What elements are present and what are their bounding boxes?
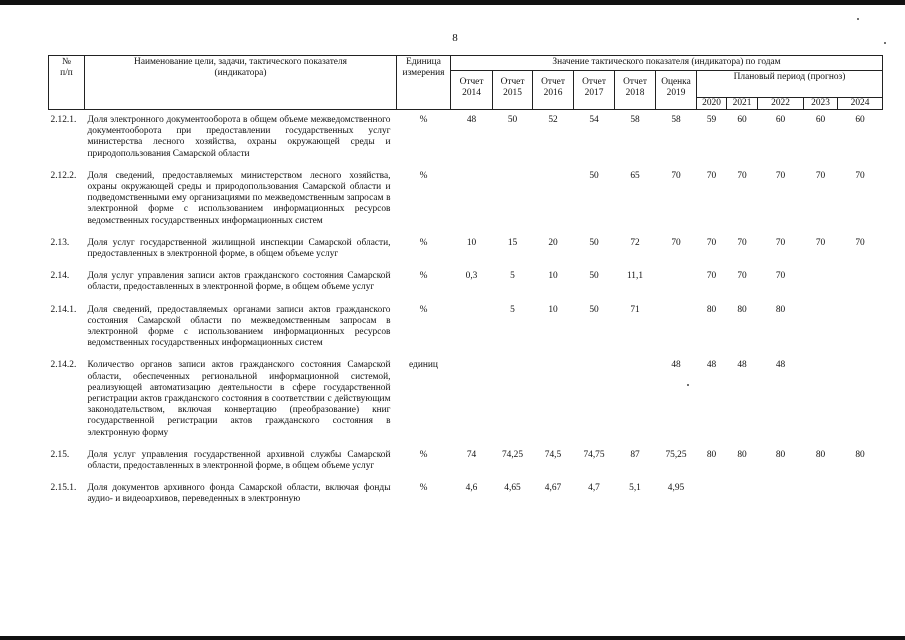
indicator-name: Доля услуг управления государственной архивной службы Самарской области, предоставленных в электронной форме, в общем объеме услуг <box>87 449 391 472</box>
value-cell: 60 <box>855 115 865 125</box>
table-row <box>49 354 883 443</box>
value-cell: 80 <box>775 304 786 315</box>
row-number: 2.15.1. <box>50 483 77 494</box>
value-cell: 48 <box>737 360 747 371</box>
value-cell: 60 <box>815 115 826 125</box>
value-cell: 60 <box>737 115 747 125</box>
header-plan-title: Плановый период (прогноз) <box>697 71 883 98</box>
value-cell: 70 <box>775 170 786 181</box>
value-cell: 70 <box>706 170 717 181</box>
value-cell <box>493 165 533 232</box>
value-cell: 70 <box>706 271 717 282</box>
value-cell: 10 <box>466 237 477 248</box>
unit-of-measure: % <box>419 115 428 125</box>
value-cell: 50 <box>589 304 599 315</box>
value-cell <box>727 477 758 510</box>
value-cell: 4,67 <box>544 483 562 494</box>
value-cell <box>656 299 697 355</box>
value-cell: 80 <box>775 449 786 460</box>
value-cell: 70 <box>775 237 786 248</box>
row-number: 2.12.2. <box>50 170 77 181</box>
value-cell: 70 <box>737 271 747 282</box>
top-border <box>0 0 905 5</box>
header-unit: Единица измерения <box>397 56 451 110</box>
scan-speck <box>884 42 886 44</box>
value-cell: 70 <box>775 271 786 282</box>
value-cell <box>451 299 493 355</box>
value-cell <box>838 299 883 355</box>
value-cell: 10 <box>548 271 558 282</box>
header-indicator-name: Наименование цели, задачи, тактического показателя (индикатора) <box>85 56 397 110</box>
value-cell <box>804 354 838 443</box>
row-number: 2.14. <box>50 271 70 282</box>
value-cell: 52 <box>548 115 558 125</box>
value-cell: 10 <box>548 304 558 315</box>
header-year-col: Отчет 2015 <box>493 71 533 110</box>
table-row <box>49 444 883 477</box>
value-cell: 50 <box>589 271 599 282</box>
unit-of-measure: единиц <box>409 360 438 371</box>
value-cell: 48 <box>706 360 717 371</box>
value-cell: 4,65 <box>504 483 521 494</box>
indicator-name: Доля услуг управления записи актов гражданского состояния Самарской области, предоставленных в электронной форме, в общем объеме услуг <box>87 271 391 293</box>
unit-of-measure: % <box>419 483 428 494</box>
table-row <box>49 165 883 232</box>
value-cell: 58 <box>630 115 640 125</box>
value-cell <box>451 354 493 443</box>
value-cell: 74,75 <box>583 449 605 460</box>
value-cell <box>804 299 838 355</box>
value-cell: 70 <box>737 170 747 181</box>
value-cell <box>451 165 493 232</box>
value-cell: 74 <box>466 449 477 460</box>
table-row <box>49 265 883 298</box>
header-year-col: Отчет 2014 <box>451 71 493 110</box>
table-row <box>49 299 883 355</box>
value-cell: 70 <box>706 237 717 248</box>
value-cell: 70 <box>815 170 826 181</box>
value-cell <box>804 265 838 298</box>
unit-of-measure: % <box>419 237 428 248</box>
value-cell: 59 <box>706 115 717 125</box>
header-plan-year: 2022 <box>758 98 804 110</box>
value-cell <box>533 354 574 443</box>
value-cell: 75,25 <box>665 449 687 460</box>
value-cell: 58 <box>671 115 681 125</box>
header-year-col: Отчет 2016 <box>533 71 574 110</box>
indicator-name: Доля электронного документооборота в общем объеме межведомственного документооборота при предоставлении государственных услуг министерства лесного хозяйства, охраны окружающей среды и природопользования Самарской области <box>87 115 391 159</box>
value-cell: 70 <box>815 237 826 248</box>
value-cell: 5 <box>510 271 515 282</box>
value-cell: 48 <box>671 360 681 371</box>
value-cell: 48 <box>775 360 786 371</box>
value-cell: 54 <box>589 115 599 125</box>
value-cell: 15 <box>507 237 518 248</box>
value-cell <box>838 265 883 298</box>
value-cell: 5 <box>510 304 515 315</box>
value-cell: 71 <box>630 304 640 315</box>
value-cell <box>758 477 804 510</box>
row-number: 2.13. <box>50 237 70 248</box>
header-plan-year: 2020 <box>697 98 727 110</box>
table-row <box>49 232 883 265</box>
value-cell <box>533 165 574 232</box>
value-cell: 70 <box>671 237 681 248</box>
value-cell: 65 <box>630 170 640 181</box>
value-cell <box>804 477 838 510</box>
value-cell: 70 <box>855 170 865 181</box>
value-cell <box>493 354 533 443</box>
value-cell: 80 <box>737 449 747 460</box>
header-year-col: Отчет 2018 <box>615 71 656 110</box>
value-cell: 60 <box>775 115 786 125</box>
value-cell: 70 <box>737 237 747 248</box>
value-cell: 11,1 <box>626 271 644 282</box>
unit-of-measure: % <box>419 170 428 181</box>
value-cell: 80 <box>737 304 747 315</box>
value-cell <box>574 354 615 443</box>
table-row <box>49 477 883 510</box>
value-cell <box>838 354 883 443</box>
value-cell: 70 <box>855 237 865 248</box>
value-cell: 50 <box>507 115 518 125</box>
value-cell: 70 <box>671 170 681 181</box>
indicator-name: Доля документов архивного фонда Самарской области, включая фонды аудио- и видеоархивов, переведенных в электронную <box>87 483 391 505</box>
value-cell: 80 <box>706 449 717 460</box>
row-number: 2.12.1. <box>50 115 77 125</box>
header-year-col: Оценка 2019 <box>656 71 697 110</box>
value-cell: 72 <box>630 237 640 248</box>
header-row-number: № п/п <box>49 56 85 110</box>
unit-of-measure: % <box>419 304 428 315</box>
value-cell <box>656 265 697 298</box>
value-cell: 80 <box>815 449 826 460</box>
row-number: 2.15. <box>50 449 70 460</box>
header-values-title: Значение тактического показателя (индикатора) по годам <box>451 56 883 71</box>
value-cell: 87 <box>630 449 640 460</box>
value-cell: 50 <box>589 170 599 181</box>
value-cell: 5,1 <box>629 483 641 494</box>
header-year-col: Отчет 2017 <box>574 71 615 110</box>
unit-of-measure: % <box>419 271 428 282</box>
table-row <box>49 110 883 165</box>
value-cell: 4,7 <box>588 483 600 494</box>
value-cell: 50 <box>589 237 599 248</box>
value-cell: 4,95 <box>667 483 685 494</box>
indicator-name: Доля услуг государственной жилищной инспекции Самарской области, предоставленных в электронной форме, в общем объеме услуг <box>87 237 391 260</box>
value-cell: 0,3 <box>465 271 478 282</box>
indicator-name: Доля сведений, предоставляемых министерством лесного хозяйства, охраны окружающей среды и природопользования Самарской области и подведомственными ему организациями по межведомственным запросам в электронной форме с использованием информационных ресурсов ведомственных государственных информационных систем <box>87 170 391 226</box>
indicator-name: Доля сведений, предоставляемых органами записи актов гражданского состояния Самарской области по межведомственным запросам в электронной форме с использованием информационных ресурсов ведомственных государственных информационных систем <box>87 304 391 349</box>
value-cell: 4,6 <box>465 483 478 494</box>
header-plan-year: 2021 <box>727 98 758 110</box>
value-cell <box>615 354 656 443</box>
scan-speck <box>857 18 859 20</box>
value-cell <box>697 477 727 510</box>
row-number: 2.14.1. <box>50 304 77 315</box>
header-plan-year: 2023 <box>804 98 838 110</box>
value-cell: 20 <box>548 237 558 248</box>
value-cell: 74,5 <box>544 449 562 460</box>
page-number: 8 <box>452 32 458 44</box>
value-cell <box>838 477 883 510</box>
unit-of-measure: % <box>419 449 428 460</box>
value-cell: 74,25 <box>501 449 524 460</box>
bottom-border <box>0 636 905 640</box>
row-number: 2.14.2. <box>50 360 77 371</box>
header-plan-year: 2024 <box>838 98 883 110</box>
indicator-table <box>48 55 883 511</box>
value-cell: 48 <box>466 115 477 125</box>
value-cell: 80 <box>855 449 865 460</box>
value-cell: 80 <box>706 304 717 315</box>
indicator-name: Количество органов записи актов гражданского состояния Самарской области, обеспеченных региональной информационной системой, реализующей автоматизацию деятельности в сфере государственной регистрации актов гражданского состояния в соответствии с действующим законодательством, включая конвертацию (преобразование) книг государственной регистрации актов гражданского состояния в электронную форму <box>87 360 391 438</box>
